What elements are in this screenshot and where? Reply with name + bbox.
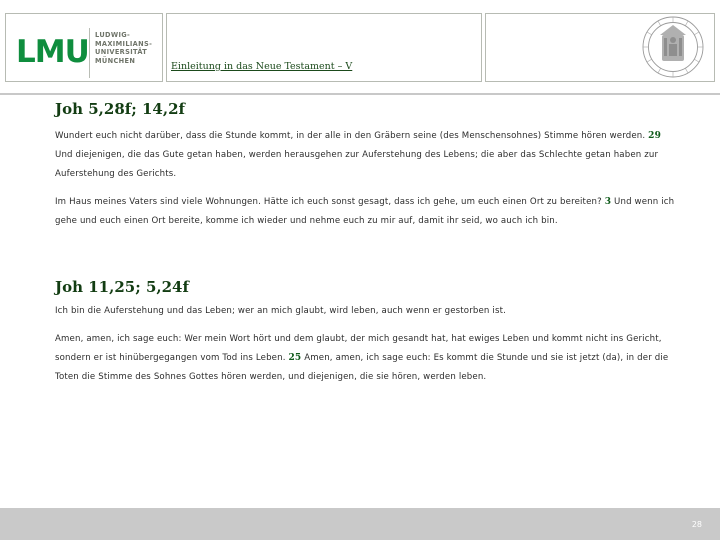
logo-name-line: LUDWIG- bbox=[95, 31, 131, 39]
lmu-logo bbox=[5, 13, 163, 82]
verse-number: 3 bbox=[604, 197, 612, 207]
section-joh-5 bbox=[55, 100, 675, 231]
section-heading: Joh 5,28f; 14,2f bbox=[55, 100, 185, 118]
university-seal-icon bbox=[636, 15, 710, 79]
logo-abbreviation: LMU bbox=[16, 34, 89, 70]
verse-text: Amen, amen, ich sage euch: Es kommt die Stunde und sie ist jetzt (da), in der die Toten die Stimme des Sohnes Gottes hören werden, und diejenigen, die sie hören, werden leben. bbox=[55, 353, 669, 382]
paragraph bbox=[55, 127, 675, 184]
slide-header bbox=[0, 0, 720, 95]
logo-name-line: UNIVERSITÄT bbox=[95, 48, 148, 57]
verse-text: Im Haus meines Vaters sind viele Wohnungen. Hätte ich euch sonst gesagt, dass ich gehe, um euch einen Ort zu bereiten? bbox=[55, 197, 602, 207]
header-title-box bbox=[166, 13, 482, 82]
logo-name-line: MAXIMILIANS- bbox=[95, 39, 153, 48]
header-title: Einleitung in das Neue Testament – V bbox=[171, 61, 353, 72]
paragraph bbox=[55, 193, 675, 231]
verse-number: 29 bbox=[648, 131, 661, 141]
section-heading: Joh 11,25; 5,24f bbox=[55, 278, 189, 296]
verse-text: Und wenn ich gehe und euch einen Ort bereite, komme ich wieder und nehme euch zu mir auf, damit ihr seid, wo auch ich bin. bbox=[55, 197, 675, 226]
verse-text: Wundert euch nicht darüber, dass die Stunde kommt, in der alle in den Gräbern seine (des Menschensohnes) Stimme hören werden. bbox=[55, 131, 646, 141]
logo-university-name bbox=[95, 31, 159, 65]
seal-box bbox=[485, 13, 715, 82]
header-rule bbox=[0, 93, 720, 95]
paragraph: Ich bin die Auferstehung und das Leben; wer an mich glaubt, wird leben, auch wenn er gestorben ist. bbox=[55, 306, 506, 316]
verse-number: 25 bbox=[288, 353, 302, 363]
verse-text: Amen, amen, ich sage euch: Wer mein Wort hört und dem glaubt, der mich gesandt hat, hat ewiges Leben und kommt nicht ins Gericht, sondern er ist hinübergegangen vom Tod ins Leben. bbox=[55, 334, 662, 363]
verse-text: Und diejenigen, die das Gute getan haben, werden herausgehen zur Auferstehung des Lebens; die aber das Schlechte getan haben zur Auferstehung des Gerichts. bbox=[55, 150, 659, 179]
page-number: 28 bbox=[691, 520, 702, 529]
slide-footer bbox=[0, 508, 720, 540]
logo-divider bbox=[89, 28, 90, 78]
section-joh-11 bbox=[55, 278, 675, 387]
logo-name-line: MÜNCHEN bbox=[95, 56, 136, 65]
paragraph bbox=[55, 330, 675, 387]
